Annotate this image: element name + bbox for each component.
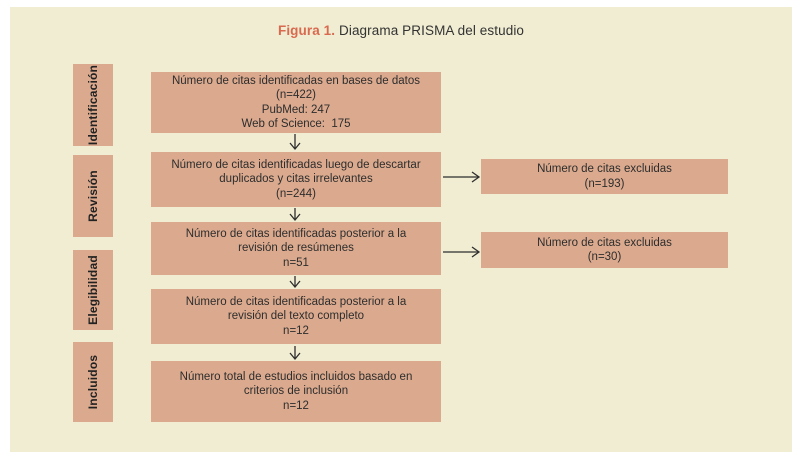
stage-label: Revisión bbox=[86, 170, 100, 222]
box-after-abstract-review bbox=[151, 222, 441, 275]
box-text-line: duplicados y citas irrelevantes bbox=[219, 173, 373, 186]
box-count: (n=30) bbox=[587, 251, 622, 263]
box-text-line: Número de citas identificadas posterior a la bbox=[185, 227, 407, 240]
figure-number-label: Figura 1. bbox=[277, 23, 336, 38]
box-text-line: revisión del texto completo bbox=[227, 310, 365, 323]
box-count: n=12 bbox=[283, 324, 309, 337]
box-records-identified bbox=[151, 72, 441, 133]
stage-label: Elegibilidad bbox=[86, 255, 100, 325]
stage-label: Incluidos bbox=[86, 354, 101, 410]
box-text-line: Número de citas excluidas bbox=[537, 236, 672, 249]
box-text-line: Número de citas identificadas luego de descartar bbox=[171, 158, 421, 171]
stage-revision bbox=[73, 155, 113, 237]
box-count: (n=244) bbox=[276, 187, 316, 200]
box-text-line: revisión de resúmenes bbox=[238, 242, 354, 255]
box-count: (n=193) bbox=[584, 177, 625, 190]
box-text-line: criterios de inclusión bbox=[243, 385, 349, 398]
stage-label: Identificación bbox=[86, 64, 100, 146]
box-count: n=12 bbox=[283, 399, 309, 412]
box-text-line: Número total de estudios incluidos basado en bbox=[179, 370, 413, 383]
box-excluded-screening bbox=[481, 159, 728, 194]
box-text-line: Número de citas identificadas en bases de datos bbox=[171, 74, 421, 87]
box-excluded-abstract bbox=[481, 232, 728, 268]
box-after-fulltext-review bbox=[151, 289, 441, 344]
box-count: (n=422) bbox=[276, 89, 316, 101]
box-count: n=51 bbox=[283, 256, 309, 269]
figure-caption: Diagrama PRISMA del estudio bbox=[335, 23, 525, 38]
box-after-deduplication bbox=[151, 152, 441, 207]
stage-identificacion bbox=[73, 64, 113, 146]
box-source-pubmed: PubMed: 247 bbox=[261, 103, 331, 116]
stage-elegibilidad bbox=[73, 250, 113, 330]
stage-incluidos bbox=[73, 342, 113, 422]
box-text-line: Número de citas identificadas posterior a la bbox=[185, 295, 407, 308]
box-text-line: Número de citas excluidas bbox=[537, 163, 672, 175]
box-studies-included bbox=[151, 361, 441, 422]
box-source-wos: Web of Science: 175 bbox=[241, 118, 351, 130]
figure-title bbox=[10, 23, 792, 38]
